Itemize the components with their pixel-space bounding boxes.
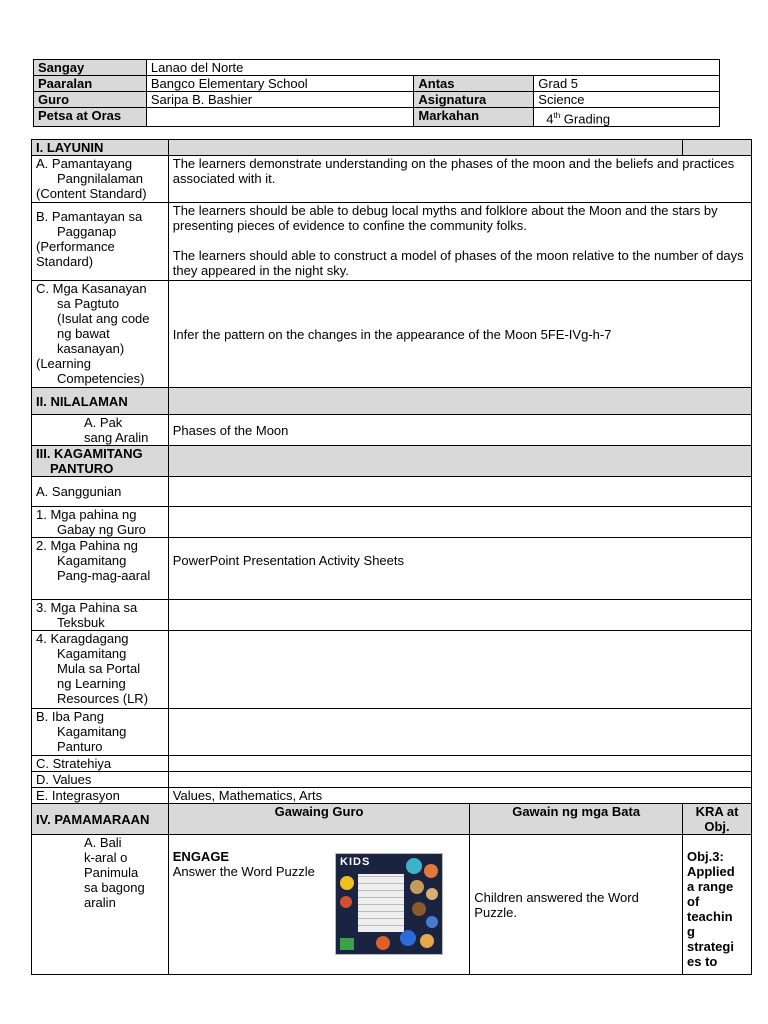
values-label: D. Values bbox=[32, 772, 169, 788]
antas-value: Grad 5 bbox=[534, 76, 720, 92]
petsa-label: Petsa at Oras bbox=[34, 108, 147, 127]
planet-icon bbox=[410, 880, 424, 894]
col-gawaing-guro: Gawaing Guro bbox=[168, 804, 470, 835]
kagamitan-heading: III. KAGAMITANG PANTURO bbox=[32, 446, 169, 477]
sanggunian-label: A. Sanggunian bbox=[32, 477, 169, 507]
paksang-aralin-label: A. Pak sang Aralin bbox=[32, 415, 169, 446]
word-puzzle-image bbox=[335, 853, 443, 955]
kagamitang-mag-aaral-label: 2. Mga Pahina ng Kagamitang Pang-mag-aaral bbox=[32, 538, 169, 600]
planet-icon bbox=[426, 916, 438, 928]
petsa-value bbox=[146, 108, 414, 127]
planet-icon bbox=[340, 876, 354, 890]
sangay-value: Lanao del Norte bbox=[146, 60, 719, 76]
stratehiya-label: C. Stratehiya bbox=[32, 756, 169, 772]
paaralan-label: Paaralan bbox=[34, 76, 147, 92]
puzzle-grid bbox=[358, 874, 404, 932]
performance-standard-value: The learners should be able to debug local myths and folklore about the Moon and the stars by presenting pieces of evidence to confine the community folks. The learners should able to construct a model of phases of the moon relative to the number of days they appeared in the night sky. bbox=[168, 203, 751, 281]
antas-label: Antas bbox=[414, 76, 534, 92]
planet-icon bbox=[340, 896, 352, 908]
iba-pang-kagamitan-label: B. Iba Pang Kagamitang Panturo bbox=[32, 709, 169, 756]
asignatura-label: Asignatura bbox=[414, 92, 534, 108]
guro-label: Guro bbox=[34, 92, 147, 108]
learning-competencies-value: Infer the pattern on the changes in the appearance of the Moon 5FE-IVg-h-7 bbox=[168, 281, 751, 388]
learning-competencies-label: C. Mga Kasanayan sa Pagtuto (Isulat ang code ng bawat kasanayan) (Learning Competencies) bbox=[32, 281, 169, 388]
col-gawain-bata: Gawain ng mga Bata bbox=[470, 804, 683, 835]
lr-portal-label: 4. Karagdagang Kagamitang Mula sa Portal ng Learning Resources (LR) bbox=[32, 631, 169, 709]
integrasyon-label: E. Integrasyon bbox=[32, 788, 169, 804]
performance-standard-label: B. Pamantayan sa Pagganap (Performance Standard) bbox=[32, 203, 169, 281]
paksang-aralin-value: Phases of the Moon bbox=[168, 415, 751, 446]
layunin-heading: I. LAYUNIN bbox=[32, 140, 169, 156]
planet-icon bbox=[426, 888, 438, 900]
markahan-label: Markahan bbox=[414, 108, 534, 127]
engage-title: ENGAGE bbox=[172, 849, 230, 864]
content-standard-value: The learners demonstrate understanding on the phases of the moon and the beliefs and practices associated with it. bbox=[168, 156, 751, 203]
guro-value: Saripa B. Bashier bbox=[146, 92, 414, 108]
teksbuk-label: 3. Mga Pahina sa Teksbuk bbox=[32, 600, 169, 631]
kids-logo: KIDS bbox=[340, 856, 371, 868]
lesson-plan-table bbox=[31, 139, 752, 975]
planet-icon bbox=[406, 858, 422, 874]
markahan-value: 4th Grading bbox=[534, 108, 720, 127]
kra-cell: Obj.3: Applied a range of teachin g strategi es to bbox=[683, 835, 752, 975]
planet-icon bbox=[420, 934, 434, 948]
balik-aral-label: A. Bali k-aral o Panimula sa bagong aralin bbox=[32, 835, 169, 975]
planet-icon bbox=[376, 936, 390, 950]
content-standard-label: A. Pamantayang Pangnilalaman (Content Standard) bbox=[32, 156, 169, 203]
planet-icon bbox=[424, 864, 438, 878]
planet-icon bbox=[400, 930, 416, 946]
engage-text: Answer the Word Puzzle bbox=[172, 864, 315, 879]
kagamitang-mag-aaral-value: PowerPoint Presentation Activity Sheets bbox=[168, 538, 751, 600]
asignatura-value: Science bbox=[534, 92, 720, 108]
bata-cell: Children answered the Word Puzzle. bbox=[470, 835, 683, 975]
nilalaman-heading: II. NILALAMAN bbox=[32, 388, 169, 415]
gabay-guro-label: 1. Mga pahina ng Gabay ng Guro bbox=[32, 507, 169, 538]
sangay-label: Sangay bbox=[34, 60, 147, 76]
info-table bbox=[33, 59, 720, 127]
col-kra-obj: KRA at Obj. bbox=[683, 804, 752, 835]
publisher-tag-icon bbox=[340, 938, 354, 950]
planet-icon bbox=[412, 902, 426, 916]
pamamaraan-heading: IV. PAMAMARAAN bbox=[32, 804, 169, 835]
integrasyon-value: Values, Mathematics, Arts bbox=[168, 788, 751, 804]
paaralan-value: Bangco Elementary School bbox=[146, 76, 414, 92]
